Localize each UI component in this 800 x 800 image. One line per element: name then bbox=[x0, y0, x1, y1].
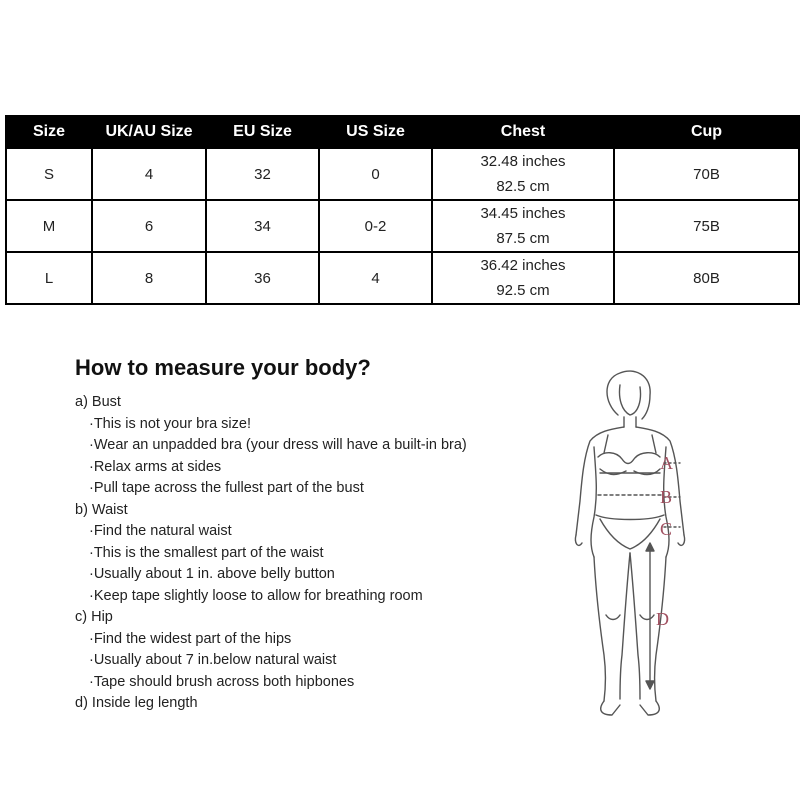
list-item: ·Pull tape across the fullest part of the bust bbox=[89, 480, 364, 496]
cell-size: S bbox=[6, 148, 92, 200]
header-chest: Chest bbox=[432, 116, 614, 148]
cell-size: L bbox=[6, 252, 92, 304]
cell-chest bbox=[432, 148, 614, 200]
table-row bbox=[6, 252, 799, 304]
header-size: Size bbox=[6, 116, 92, 148]
header-uk-au-size: UK/AU Size bbox=[92, 116, 206, 148]
chest-inches: 32.48 inches bbox=[480, 153, 566, 170]
table-row bbox=[6, 148, 799, 200]
cell-us: 0 bbox=[319, 148, 432, 200]
cell-us: 0-2 bbox=[319, 200, 432, 252]
list-item: ·Keep tape slightly loose to allow for breathing room bbox=[89, 587, 423, 604]
cell-eu: 32 bbox=[206, 148, 319, 200]
list-item: ·Wear an unpadded bra (your dress will have a built-in bra) bbox=[89, 437, 467, 453]
table-row bbox=[6, 200, 799, 252]
hip-heading: c) Hip bbox=[75, 609, 113, 625]
cell-eu: 34 bbox=[206, 200, 319, 252]
cell-us: 4 bbox=[319, 252, 432, 304]
chest-cm: 82.5 cm bbox=[496, 178, 550, 195]
header-eu-size: EU Size bbox=[206, 116, 319, 148]
list-item: ·Usually about 7 in.below natural waist bbox=[89, 652, 337, 668]
list-item: ·Relax arms at sides bbox=[89, 458, 222, 475]
list-item: ·This is the smallest part of the waist bbox=[89, 544, 324, 561]
list-item: ·Find the natural waist bbox=[89, 523, 232, 539]
list-item: ·Usually about 1 in. above belly button bbox=[89, 566, 335, 582]
chest-inches: 34.45 inches bbox=[480, 205, 566, 222]
label-a: A bbox=[660, 453, 673, 473]
cell-uk-au: 4 bbox=[92, 148, 206, 200]
measure-guide bbox=[75, 392, 555, 715]
cell-cup: 70B bbox=[614, 148, 799, 200]
inside-leg-heading: d) Inside leg length bbox=[75, 695, 198, 711]
size-chart-table bbox=[5, 115, 800, 305]
cell-chest bbox=[432, 200, 614, 252]
cell-size: M bbox=[6, 200, 92, 252]
label-d: D bbox=[656, 609, 669, 629]
list-item: ·Tape should brush across both hipbones bbox=[89, 673, 355, 690]
header-us-size: US Size bbox=[319, 116, 432, 148]
bust-heading: a) Bust bbox=[75, 394, 121, 410]
cell-cup: 80B bbox=[614, 252, 799, 304]
cell-chest bbox=[432, 252, 614, 304]
cell-uk-au: 8 bbox=[92, 252, 206, 304]
list-item: ·Find the widest part of the hips bbox=[89, 630, 292, 647]
chest-inches: 36.42 inches bbox=[480, 257, 566, 274]
body-figure bbox=[560, 365, 700, 725]
label-b: B bbox=[660, 487, 673, 507]
cell-eu: 36 bbox=[206, 252, 319, 304]
guide-title: How to measure your body? bbox=[75, 355, 371, 380]
chest-cm: 92.5 cm bbox=[496, 282, 550, 299]
label-c: C bbox=[660, 519, 673, 539]
cell-uk-au: 6 bbox=[92, 200, 206, 252]
chest-cm: 87.5 cm bbox=[496, 230, 550, 247]
list-item: ·This is not your bra size! bbox=[89, 415, 251, 432]
waist-heading: b) Waist bbox=[75, 501, 128, 518]
header-cup: Cup bbox=[614, 116, 799, 148]
body-outline-icon bbox=[560, 365, 700, 725]
cell-cup: 75B bbox=[614, 200, 799, 252]
table-header-row bbox=[6, 116, 799, 148]
